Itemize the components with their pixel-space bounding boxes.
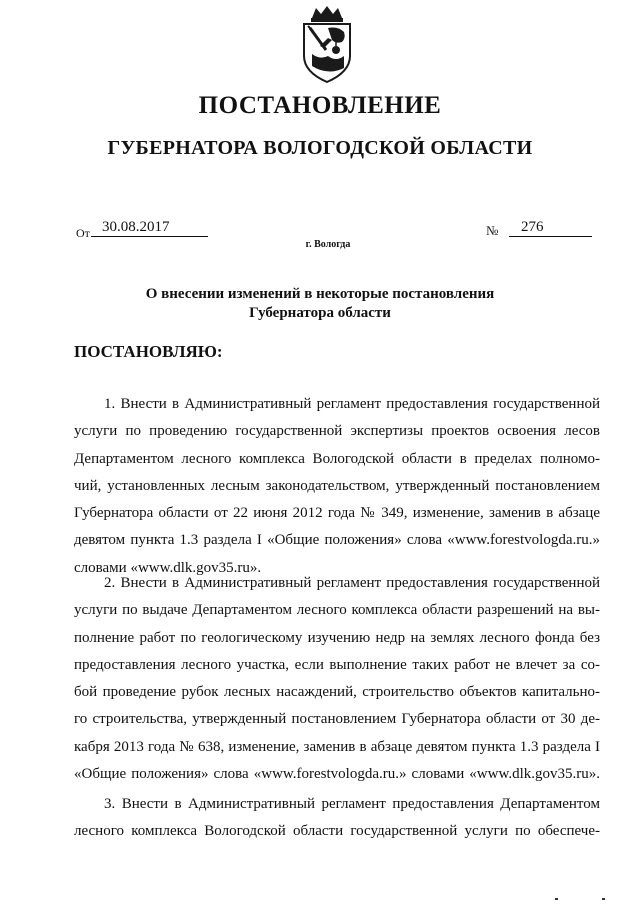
date-value: 30.08.2017 xyxy=(102,219,170,235)
paragraph-line: словами «www.dlk.gov35.ru». xyxy=(74,559,262,576)
paragraph-line: «Общие положения» слова «www.forestvologda.ru.» словами «www.dlk.gov35.ru». xyxy=(74,766,600,783)
number-underline xyxy=(509,236,592,237)
document-subject xyxy=(0,285,640,323)
date-underline xyxy=(91,236,208,237)
paragraph-line: го строительства, утвержденный постановлением Губернатора области от 30 де- xyxy=(74,711,600,728)
number-value: 276 xyxy=(521,219,544,235)
paragraph-line: бой проведение рубок лесных насаждений, строительство объектов капитально- xyxy=(74,684,600,701)
document-issuer: ГУБЕРНАТОРА ВОЛОГОДСКОЙ ОБЛАСТИ xyxy=(107,137,533,159)
decree-heading: ПОСТАНОВЛЯЮ: xyxy=(74,342,223,361)
paragraph-line: девятом пункта 1.3 раздела I «Общие положения» слова «www.forestvologda.ru.» xyxy=(74,532,600,549)
number-label: № xyxy=(486,223,499,238)
paragraph-line: кабря 2013 года № 638, изменение, заменив в абзаце девятом пункта 1.3 раздела I xyxy=(74,738,600,755)
paragraph-2 xyxy=(74,570,600,788)
paragraph-line: услуги по выдаче Департаментом лесного комплекса области разрешений на вы- xyxy=(74,602,600,619)
document-title: ПОСТАНОВЛЕНИЕ xyxy=(198,92,442,119)
date-label: От xyxy=(76,226,90,240)
paragraph-line: услуги по проведению государственной экспертизы проектов освоения лесов xyxy=(74,423,600,440)
paragraph-line: Департаментом лесного комплекса Вологодской области в пределах полномо- xyxy=(74,450,600,467)
city-label: г. Вологда xyxy=(305,239,351,250)
vologda-coat-of-arms-icon xyxy=(298,4,356,84)
paragraph-line: лесного комплекса Вологодской области государственной услуги по обеспече- xyxy=(74,823,600,840)
paragraph-3 xyxy=(74,791,600,846)
subject-line: О внесении изменений в некоторые постановления xyxy=(145,286,495,302)
paragraph-line: чий, установленных лесным законодательством, утвержденный постановлением xyxy=(74,477,600,494)
scan-artifact xyxy=(555,898,558,900)
paragraph-line: полнение работ по геологическому изучению недр на землях лесного фонда без xyxy=(74,629,600,646)
paragraph-line: 3. Внести в Административный регламент предоставления Департаментом xyxy=(104,796,600,812)
paragraph-line: 2. Внести в Административный регламент предоставления государственной xyxy=(104,575,600,591)
subject-line: Губернатора области xyxy=(249,305,391,321)
paragraph-1 xyxy=(74,391,600,582)
paragraph-line: 1. Внести в Административный регламент предоставления государственной xyxy=(104,396,600,412)
paragraph-line: предоставления лесного участка, если выполнение таких работ не влечет за со- xyxy=(74,656,600,673)
scan-artifact xyxy=(602,898,605,900)
paragraph-line: Губернатора области от 22 июня 2012 года № 349, изменение, заменив в абзаце xyxy=(74,505,600,522)
